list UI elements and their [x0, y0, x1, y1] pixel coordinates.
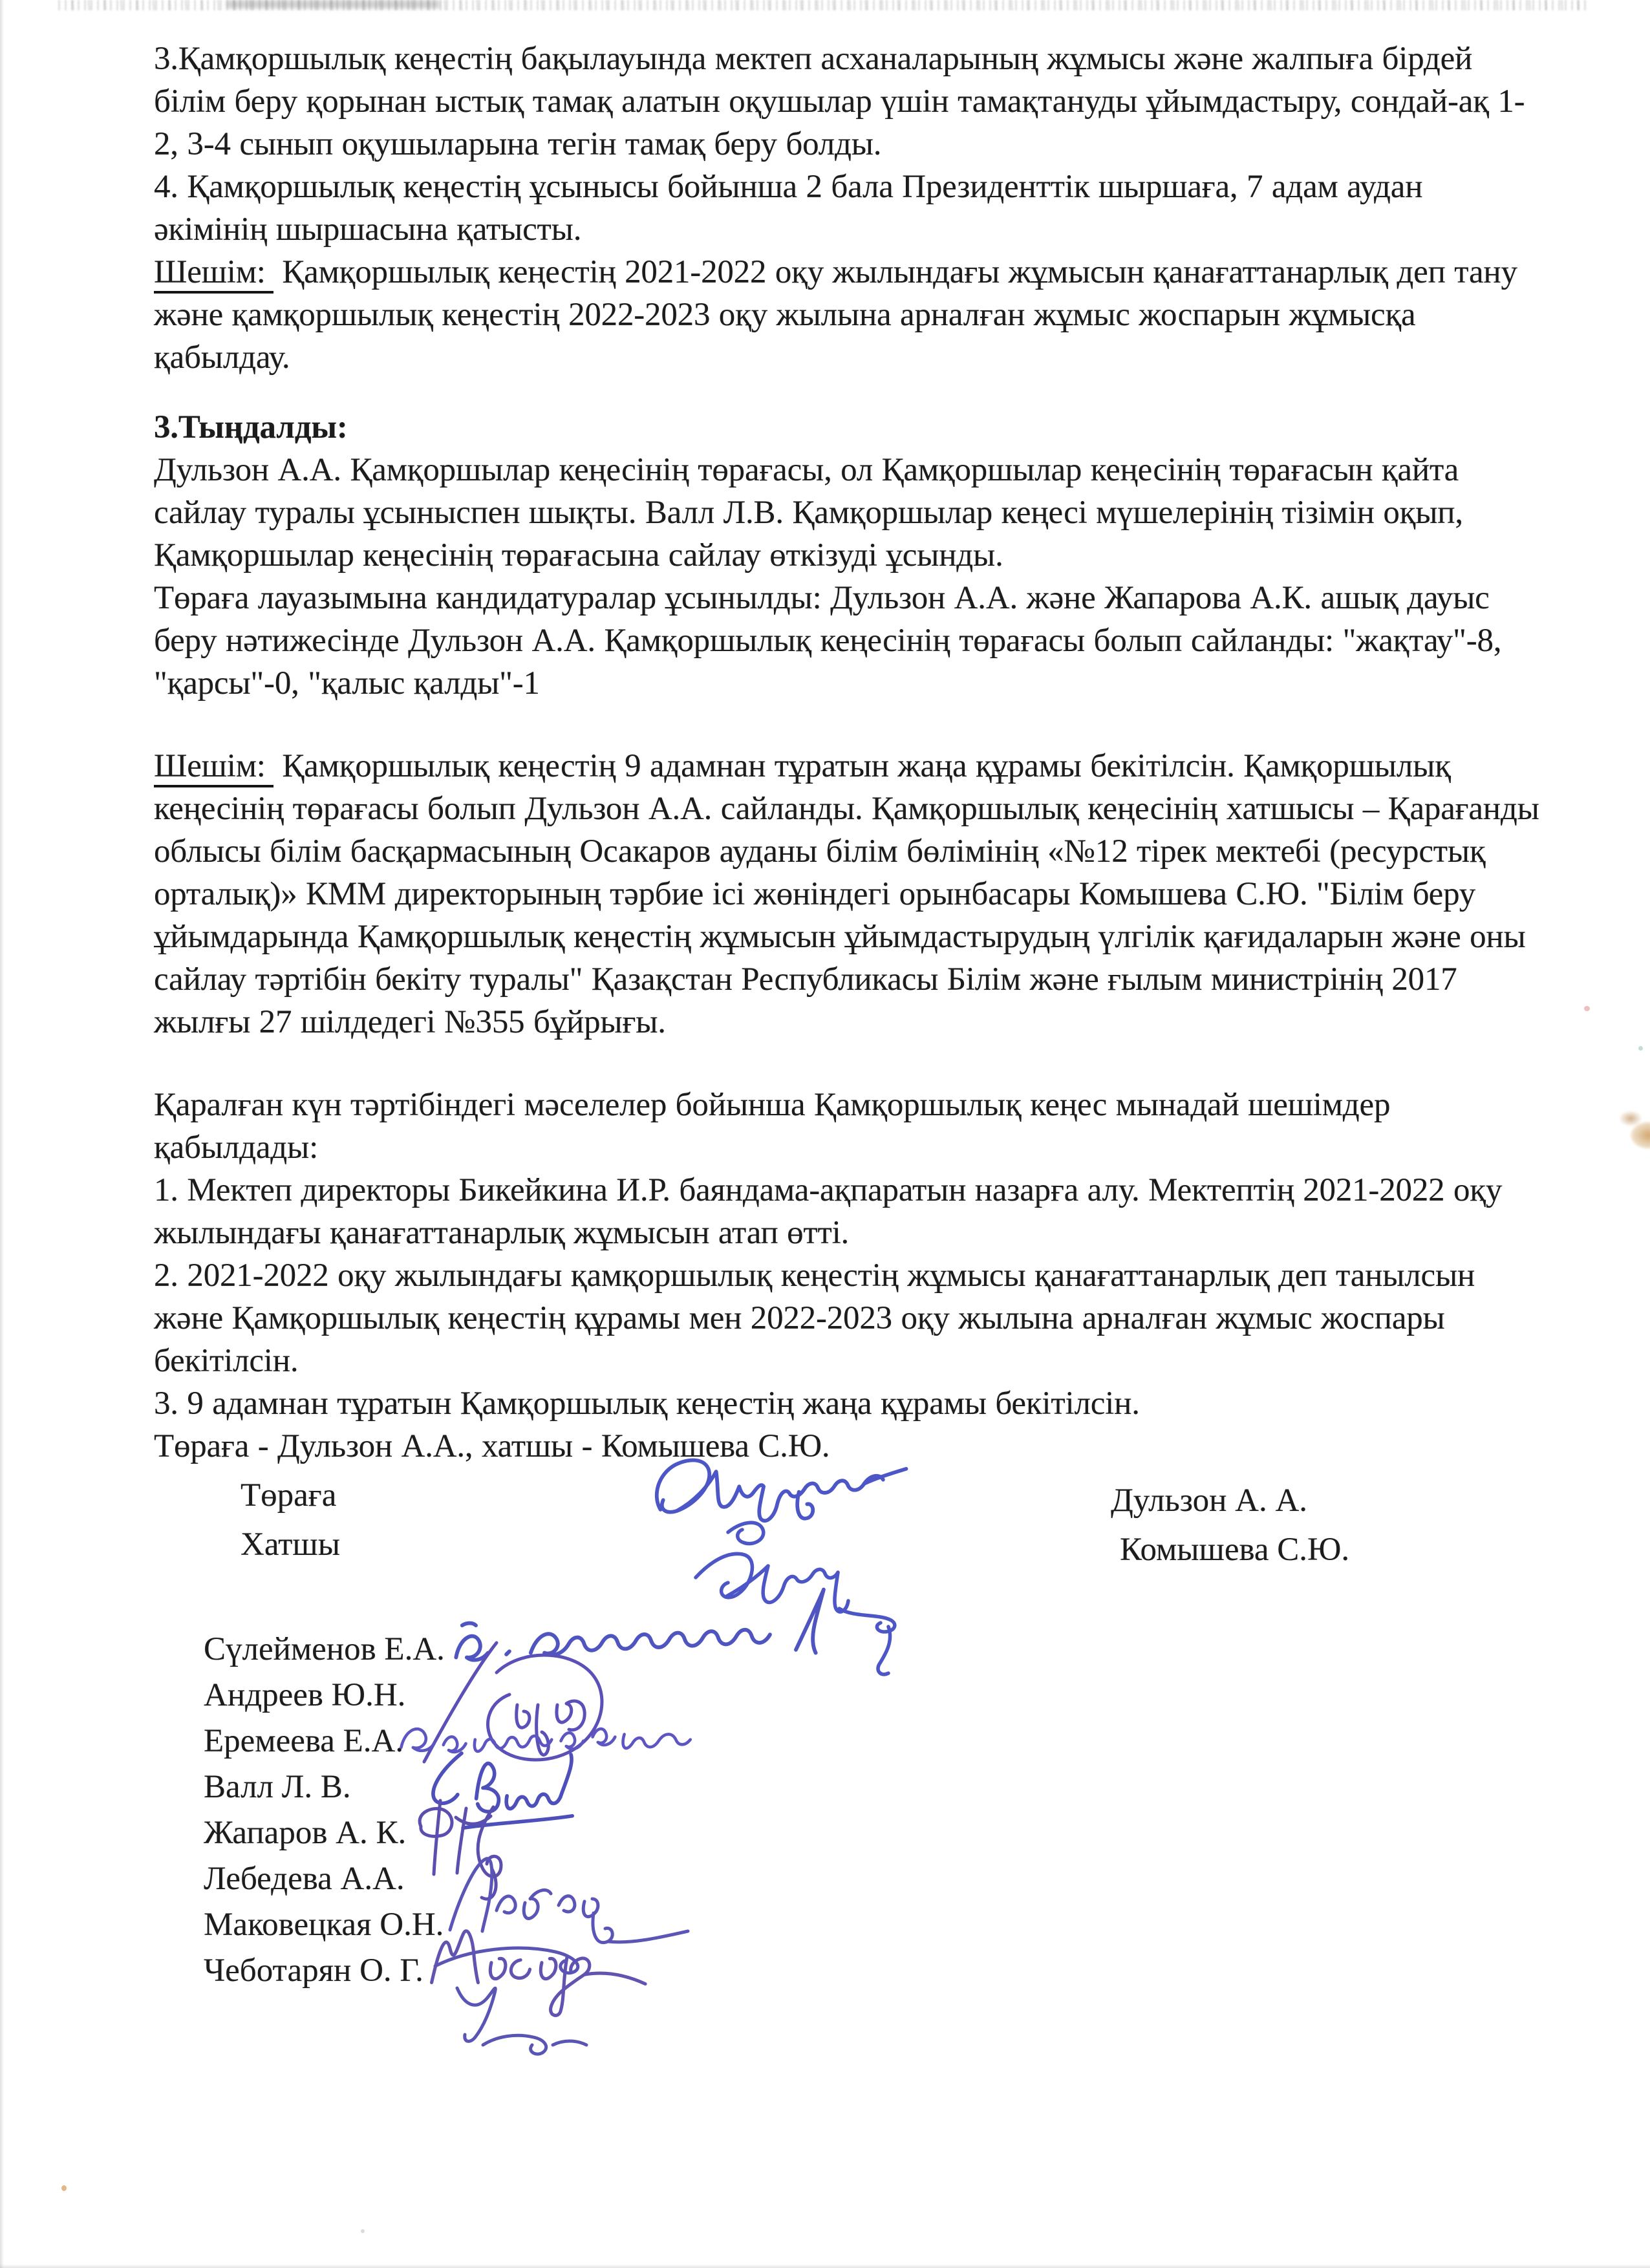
paragraph-decision-1	[154, 251, 1543, 379]
scan-bottom-edge-shadow	[0, 2264, 1650, 2268]
paragraph-vote-results: Төраға лауазымына кандидатуралар ұсынылды: Дульзон А.А. және Жапарова А.К. ашық дауыс беру нәтижесінде Дульзон А.А. Қамқоршылық кеңесінің төрағасы болып сайланды: "жақтау"-8, "қарсы"-0, "қалыс қалды"-1	[154, 580, 1502, 701]
paragraph-officials-line: Төраға - Дульзон А.А., хатшы - Комышева С.Ю.	[154, 1428, 830, 1464]
paragraph-resolution-3: 3. 9 адамнан тұратын Қамқоршылық кеңестің жаңа құрамы бекітілсін.	[154, 1385, 1140, 1422]
secretary-name: Комышева С.Ю.	[1120, 1532, 1350, 1568]
ink-speck	[361, 2229, 365, 2233]
member-name: Лебедева А.А.	[204, 1861, 405, 1897]
scan-left-edge-shadow	[0, 0, 4, 2268]
member-name: Жапаров А. К.	[204, 1815, 407, 1851]
ink-speck	[1638, 1046, 1643, 1051]
paragraph-resolution-1: 1. Мектеп директоры Бикейкина И.Р. баяндама-ақпаратын назарға алу. Мектептің 2021-2022 оқу жылындағы қанағаттанарлық жұмысын атап өтті.	[154, 1172, 1503, 1251]
ink-speck	[1584, 1006, 1590, 1011]
coffee-stain	[1609, 1099, 1650, 1161]
member-name: Сүлейменов Е.А.	[204, 1631, 445, 1667]
paragraph-resolution-2: 2. 2021-2022 оқу жылындағы қамқоршылық кеңестің жұмысы қанағаттанарлық деп танылсын және Қамқоршылық кеңестің құрамы мен 2022-2023 оқу жылына арналған жұмыс жоспары бекітілсін.	[154, 1257, 1475, 1379]
decision-2-text: Қамқоршылық кеңестің 9 адамнан тұратын жаңа құрамы бекітілсін. Қамқоршылық кеңесінің төрағасы болып Дульзон А.А. сайланды. Қамқоршылық кеңесінің хатшысы – Қарағанды облысы білім басқармасының Осакаров ауданы білім бөлімінің «№12 тірек мектебі (ресурстық орталық)» КММ директорының тәрбие ісі жөніндегі орынбасары Комышева С.Ю. "Білім беру ұйымдарында Қамқоршылық кеңестің жұмысын ұйымдастырудың үлгілік қағидаларын және оны сайлау тәртібін бекіту туралы" Қазақстан Республикасы Білім және ғылым министрінің 2017 жылғы 27 шілдедегі №355 бұйрығы.	[154, 748, 1539, 1040]
paragraph-agenda-item-4: 4. Қамқоршылық кеңестің ұсынысы бойынша 2 бала Президенттік шыршаға, 7 адам аудан әкімінің шыршасына қатысты.	[154, 169, 1423, 248]
secretary-label: Хатшы	[241, 1526, 340, 1563]
document-body	[154, 37, 1543, 1468]
member-name: Андреев Ю.Н.	[204, 1677, 406, 1713]
ink-speck	[61, 2185, 67, 2191]
member-name: Маковецкая О.Н.	[204, 1907, 444, 1943]
decision-underlined-label: Шешім:	[154, 254, 273, 294]
decision-1-text: Қамқоршылық кеңестің 2021-2022 оқу жылындағы жұмысын қанағаттанарлық деп тану және қамқоршылық кеңестің 2022-2023 оқу жылына арналған жұмыс жоспарын жұмысқа қабылдау.	[154, 254, 1517, 376]
member-name: Еремеева Е.А.	[204, 1723, 404, 1759]
paragraph-decision-2	[154, 745, 1543, 1043]
member-name: Валл Л. В.	[204, 1769, 351, 1805]
paragraph-dulzon-speech: Дульзон А.А. Қамқоршылар кеңесінің төрағасы, ол Қамқоршылар кеңесінің төрағасын қайта сайлау туралы ұсыныспен шықты. Валл Л.В. Қамқоршылар кеңесі мүшелерінің тізімін оқып, Қамқоршылар кеңесінің төрағасына сайлау өткізуді ұсынды.	[154, 452, 1463, 573]
paragraph-agenda-summary: Қаралған күн тәртібіндегі мәселелер бойынша Қамқоршылық кеңес мынадай шешімдер қабылдады:	[154, 1087, 1391, 1166]
decision-underlined-label: Шешім:	[154, 748, 273, 787]
scan-noise-dark-patch	[226, 0, 440, 8]
chairman-label: Төраға	[241, 1477, 337, 1514]
chebotaryan-signature	[417, 1936, 637, 2066]
member-name: Чеботарян О. Г.	[204, 1952, 423, 1989]
section-heading-listened: 3.Тыңдалды:	[154, 409, 348, 445]
paragraph-agenda-item-3: 3.Қамқоршылық кеңестің бақылауында мектеп асханаларының жұмысы және жалпыға бірдей білім беру қорынан ыстық тамақ алатын оқушылар үшін тамақтануды ұйымдастыру, сондай-ақ 1-2, 3-4 сынып оқушыларына тегін тамақ беру болды.	[154, 41, 1525, 162]
chairman-name: Дульзон А. А.	[1111, 1482, 1308, 1519]
